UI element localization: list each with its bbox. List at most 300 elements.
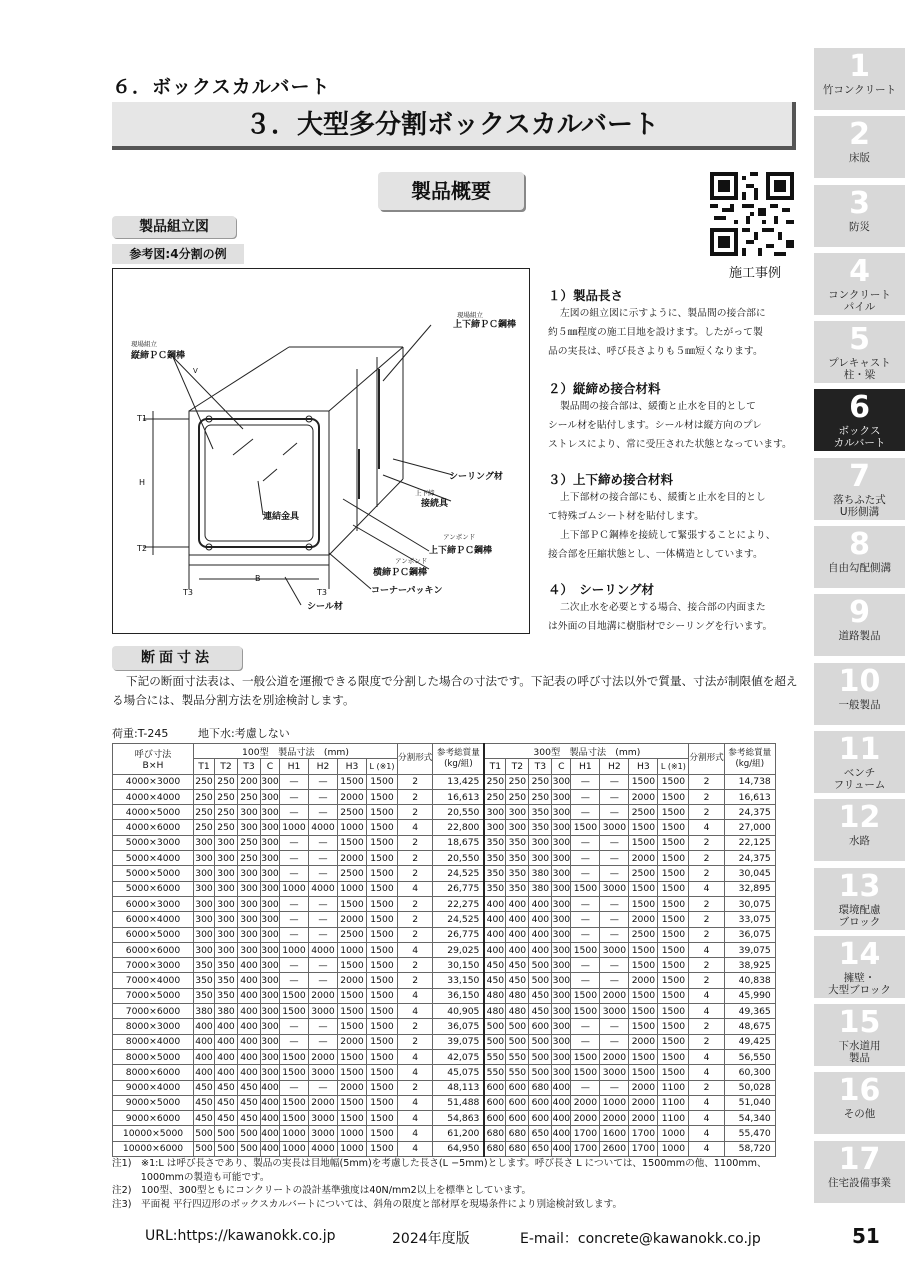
nominal-size-cell: 10000×6000 <box>113 1141 194 1156</box>
table-cell: 300 <box>552 789 571 804</box>
table-cell: 250 <box>484 789 506 804</box>
table-cell: 1100 <box>658 1095 689 1110</box>
footer-email[interactable]: E-mail：concrete@kawanokk.co.jp <box>520 1231 761 1247</box>
table-cell: 500 <box>215 1126 238 1141</box>
table-cell: 2500 <box>629 927 658 942</box>
table-cell: 300 <box>261 805 280 820</box>
table-cell: 350 <box>215 973 238 988</box>
column-header: H1 <box>280 759 309 774</box>
table-cell: 380 <box>194 1004 215 1019</box>
table-cell: 4 <box>398 1126 433 1141</box>
table-cell: 1500 <box>367 789 398 804</box>
table-cell: 500 <box>194 1141 215 1156</box>
table-cell: 1700 <box>571 1141 600 1156</box>
table-cell: 250 <box>215 820 238 835</box>
table-cell: — <box>309 1080 338 1095</box>
table-cell: 4 <box>689 1065 724 1080</box>
table-cell: — <box>309 789 338 804</box>
table-cell: — <box>571 958 600 973</box>
nominal-size-cell: 5000×6000 <box>113 881 194 896</box>
table-cell: — <box>309 973 338 988</box>
table-cell: 1000 <box>600 1095 629 1110</box>
chapter-tab-9[interactable] <box>814 594 905 656</box>
table-cell: 45,990 <box>724 988 775 1003</box>
tab-label: 下水道用 製品 <box>838 1040 881 1065</box>
table-cell: 400 <box>261 1095 280 1110</box>
table-cell: 2000 <box>600 1049 629 1064</box>
nominal-size-cell: 4000×4000 <box>113 789 194 804</box>
nominal-header: 呼び寸法 B×H <box>113 744 194 775</box>
table-cell: 550 <box>506 1065 529 1080</box>
table-cell: 2 <box>398 896 433 911</box>
tab-label: 水路 <box>849 835 870 848</box>
chapter-tab-14[interactable] <box>814 936 905 998</box>
table-cell: 300 <box>238 942 261 957</box>
table-cell: 1500 <box>280 1095 309 1110</box>
tab-number: 13 <box>838 868 881 904</box>
table-cell: 30,075 <box>724 896 775 911</box>
table-cell: 300 <box>552 896 571 911</box>
table-cell: 300 <box>194 896 215 911</box>
table-cell: 26,775 <box>433 927 485 942</box>
column-header: C <box>552 759 571 774</box>
table-cell: 2 <box>398 774 433 789</box>
table-cell: 300 <box>261 789 280 804</box>
sheet-label: シール材 <box>307 602 343 612</box>
table-cell: 680 <box>506 1126 529 1141</box>
table-cell: — <box>280 896 309 911</box>
table-cell: 300 <box>194 851 215 866</box>
table-cell: 4 <box>689 1126 724 1141</box>
table-cell: 2000 <box>309 1049 338 1064</box>
table-cell: 1000 <box>338 1141 367 1156</box>
table-cell: 400 <box>529 927 552 942</box>
table-cell: 1500 <box>658 927 689 942</box>
table-cell: — <box>571 789 600 804</box>
table-cell: 300 <box>261 958 280 973</box>
table-cell: 300 <box>238 881 261 896</box>
table-cell: 1500 <box>658 1065 689 1080</box>
table-cell: 2 <box>398 1019 433 1034</box>
chapter-tab-1[interactable] <box>814 48 905 110</box>
tab-label: 竹コンクリート <box>822 84 897 96</box>
table-cell: 300 <box>552 1049 571 1064</box>
table-cell: 1500 <box>629 1065 658 1080</box>
table-cell: 4000 <box>309 942 338 957</box>
table-row <box>113 927 776 942</box>
column-header: T3 <box>529 759 552 774</box>
column-header: T1 <box>484 759 506 774</box>
mass-header-300: 参考総質量(kg/組) <box>724 744 775 775</box>
table-cell: 1000 <box>338 820 367 835</box>
table-cell: 1100 <box>658 1111 689 1126</box>
tab-number: 8 <box>849 527 870 563</box>
table-cell: 2 <box>398 1034 433 1049</box>
table-cell: 2 <box>398 1080 433 1095</box>
table-cell: — <box>600 835 629 850</box>
table-cell: 1500 <box>367 1095 398 1110</box>
table-cell: 300 <box>529 851 552 866</box>
table-cell: 1500 <box>658 1019 689 1034</box>
column-header: T1 <box>194 759 215 774</box>
lat-rod-note: アンボンド <box>395 557 428 565</box>
table-cell: — <box>309 1019 338 1034</box>
table-cell: 300 <box>194 835 215 850</box>
table-cell: 2000 <box>629 1080 658 1095</box>
table-cell: 1500 <box>571 988 600 1003</box>
table-cell: 350 <box>529 805 552 820</box>
table-cell: 42,075 <box>433 1049 485 1064</box>
table-cell: 300 <box>552 927 571 942</box>
table-cell: 300 <box>238 927 261 942</box>
table-cell: 14,738 <box>724 774 775 789</box>
table-cell: 2 <box>398 835 433 850</box>
table-cell: 500 <box>529 1049 552 1064</box>
section-4-line-1: 二次止水を必要とする場合、接合部の内面また <box>560 602 766 613</box>
table-cell: 54,340 <box>724 1111 775 1126</box>
load-condition: 荷重:T-245 <box>112 727 169 740</box>
table-cell: 16,613 <box>433 789 485 804</box>
table-row <box>113 1019 776 1034</box>
top-rod-note: 現場組立 <box>457 311 483 319</box>
tab-number: 16 <box>838 1073 881 1109</box>
chapter-tab-10[interactable] <box>814 663 905 725</box>
table-cell: 680 <box>484 1126 506 1141</box>
table-cell: 1500 <box>658 851 689 866</box>
footer-url[interactable]: URL:https://kawanokk.co.jp <box>145 1228 336 1244</box>
table-cell: 250 <box>238 789 261 804</box>
table-cell: 1500 <box>571 942 600 957</box>
table-cell: 450 <box>506 973 529 988</box>
nominal-size-cell: 5000×5000 <box>113 866 194 881</box>
table-cell: — <box>600 774 629 789</box>
table-cell: 400 <box>238 988 261 1003</box>
table-cell: 300 <box>215 927 238 942</box>
table-cell: 550 <box>484 1049 506 1064</box>
table-cell: 300 <box>552 1034 571 1049</box>
table-cell: 1500 <box>658 789 689 804</box>
table-cell: 2 <box>689 927 724 942</box>
table-cell: 1500 <box>367 1034 398 1049</box>
tab-number: 17 <box>838 1141 881 1177</box>
table-cell: 680 <box>484 1141 506 1156</box>
table-cell: 4 <box>398 881 433 896</box>
section-1-line-2: 約５㎜程度の施工目地を設けます。したがって製 <box>548 327 763 338</box>
table-cell: 300 <box>261 1019 280 1034</box>
table-cell: 1500 <box>367 896 398 911</box>
table-cell: 4 <box>689 1111 724 1126</box>
table-cell: — <box>280 958 309 973</box>
table-cell: 300 <box>215 866 238 881</box>
table-cell: 1500 <box>658 820 689 835</box>
chapter-tab-13[interactable] <box>814 868 905 930</box>
table-cell: 2000 <box>338 1034 367 1049</box>
table-cell: 250 <box>194 805 215 820</box>
table-cell: — <box>571 1080 600 1095</box>
table-cell: 300 <box>215 835 238 850</box>
table-cell: 1500 <box>629 835 658 850</box>
table-cell: 500 <box>215 1141 238 1156</box>
tab-number: 4 <box>849 253 870 289</box>
table-cell: 400 <box>552 1111 571 1126</box>
split-header-100: 分割形式 <box>398 744 433 775</box>
table-cell: 300 <box>529 835 552 850</box>
table-cell: 3000 <box>309 1126 338 1141</box>
type300-header: 300型 製品寸法 (mm) <box>484 744 689 759</box>
section-1-heading: １）製品長さ <box>548 288 624 303</box>
table-cell: 350 <box>506 835 529 850</box>
note-2: 注2) 100型、300型ともにコンクリートの設計基準強度は40N/mm2以上を標準としています。 <box>112 1185 532 1196</box>
table-cell: — <box>309 958 338 973</box>
qr-caption: 施工事例 <box>728 266 781 281</box>
tab-label: 擁壁・ 大型ブロック <box>828 971 891 996</box>
table-cell: 22,275 <box>433 896 485 911</box>
table-cell: — <box>571 912 600 927</box>
table-cell: 250 <box>238 851 261 866</box>
table-cell: 480 <box>484 988 506 1003</box>
table-cell: 2 <box>689 958 724 973</box>
chapter-tabs <box>814 48 905 1209</box>
table-cell: 2000 <box>338 851 367 866</box>
table-cell: — <box>600 973 629 988</box>
chapter-tab-17[interactable] <box>814 1141 905 1203</box>
table-row <box>113 820 776 835</box>
table-cell: 1500 <box>571 1004 600 1019</box>
chapter-tab-11[interactable] <box>814 731 905 793</box>
tab-label: その他 <box>843 1108 876 1121</box>
table-row <box>113 1111 776 1126</box>
table-cell: 1500 <box>629 988 658 1003</box>
seal-label: シーリング材 <box>449 472 503 482</box>
table-cell: 450 <box>215 1111 238 1126</box>
column-header: H1 <box>571 759 600 774</box>
table-cell: 400 <box>529 896 552 911</box>
nominal-size-cell: 6000×5000 <box>113 927 194 942</box>
table-cell: 1700 <box>629 1141 658 1156</box>
table-cell: 250 <box>238 835 261 850</box>
notes <box>112 1157 802 1211</box>
table-cell: 650 <box>529 1141 552 1156</box>
chapter-tab-4[interactable] <box>814 253 905 315</box>
table-cell: 1500 <box>571 881 600 896</box>
table-cell: 500 <box>238 1141 261 1156</box>
nominal-size-cell: 4000×3000 <box>113 774 194 789</box>
table-cell: 1500 <box>658 973 689 988</box>
table-cell: 400 <box>261 1080 280 1095</box>
table-cell: 250 <box>484 774 506 789</box>
table-cell: 600 <box>484 1095 506 1110</box>
table-cell: 300 <box>261 774 280 789</box>
table-cell: 2 <box>689 866 724 881</box>
table-cell: 4 <box>689 881 724 896</box>
table-cell: 300 <box>238 820 261 835</box>
table-cell: 680 <box>529 1080 552 1095</box>
table-cell: 400 <box>215 1019 238 1034</box>
table-cell: 2 <box>398 927 433 942</box>
tab-label: 環境配慮 ブロック <box>838 903 881 928</box>
v-label: V <box>193 367 198 375</box>
section-1-line-3: 品の実長は、呼び長さよりも５㎜短くなります。 <box>548 346 763 357</box>
table-cell: 500 <box>529 1065 552 1080</box>
ud-rod-note: アンボンド <box>443 533 476 541</box>
table-cell: 1500 <box>338 988 367 1003</box>
note-1: 注1) ※1:L は呼び長さであり、製品の実長は目地幅(5mm)を考慮した長さ(L −5mm)とします。呼び長さ L については、1500mmの他、1100mm、 <box>112 1158 767 1169</box>
table-cell: 4 <box>398 1065 433 1080</box>
table-cell: 300 <box>215 896 238 911</box>
table-cell: 1000 <box>658 1141 689 1156</box>
section-3-heading: ３）上下締め接合材料 <box>548 472 674 487</box>
table-cell: 1000 <box>338 881 367 896</box>
t1-label: T1 <box>137 414 147 423</box>
table-cell: 480 <box>506 988 529 1003</box>
chapter-tab-12[interactable] <box>814 799 905 861</box>
section-3-line-4: 接合部を圧縮状態とし、一体構造としています。 <box>548 549 763 560</box>
table-cell: 250 <box>529 774 552 789</box>
table-cell: 2600 <box>600 1141 629 1156</box>
chapter-tab-2[interactable] <box>814 116 905 178</box>
table-row <box>113 1126 776 1141</box>
table-cell: 1500 <box>571 820 600 835</box>
table-cell: — <box>600 866 629 881</box>
table-row <box>113 835 776 850</box>
tab-label: コンクリート パイル <box>828 288 891 313</box>
chapter-tab-7[interactable] <box>814 458 905 520</box>
table-cell: 4 <box>689 942 724 957</box>
table-cell: 400 <box>194 1065 215 1080</box>
section-2-line-1: 製品間の接合部は、緩衝と止水を目的として <box>560 401 756 412</box>
table-cell: 1500 <box>280 1065 309 1080</box>
table-cell: 300 <box>215 851 238 866</box>
table-cell: 4 <box>398 1004 433 1019</box>
column-header: C <box>261 759 280 774</box>
section-2-heading: ２）縦締め接合材料 <box>548 381 661 396</box>
table-cell: 380 <box>529 881 552 896</box>
table-cell: 1500 <box>280 1004 309 1019</box>
table-cell: 36,150 <box>433 988 485 1003</box>
table-cell: 4 <box>689 820 724 835</box>
tab-number: 5 <box>849 322 870 358</box>
table-row <box>113 881 776 896</box>
table-cell: 45,075 <box>433 1065 485 1080</box>
table-cell: 1500 <box>280 988 309 1003</box>
table-cell: — <box>309 774 338 789</box>
table-cell: 1000 <box>280 1141 309 1156</box>
table-cell: 300 <box>552 942 571 957</box>
nominal-size-cell: 7000×4000 <box>113 973 194 988</box>
table-cell: 300 <box>552 820 571 835</box>
table-cell: 400 <box>238 1004 261 1019</box>
chapter-tab-15[interactable] <box>814 1004 905 1066</box>
table-cell: 1500 <box>367 1065 398 1080</box>
table-cell: 2000 <box>629 789 658 804</box>
table-cell: 400 <box>506 942 529 957</box>
table-cell: — <box>600 896 629 911</box>
tab-label: プレキャスト 柱・梁 <box>828 357 891 382</box>
table-cell: 4000 <box>309 820 338 835</box>
table-cell: 380 <box>529 866 552 881</box>
column-header: H2 <box>309 759 338 774</box>
table-cell: 250 <box>215 789 238 804</box>
table-row <box>113 1080 776 1095</box>
table-cell: — <box>309 835 338 850</box>
chapter-tab-3[interactable] <box>814 185 905 247</box>
table-cell: 300 <box>215 881 238 896</box>
table-cell: 1500 <box>367 866 398 881</box>
tab-label: 住宅設備事業 <box>828 1176 891 1189</box>
table-cell: 3000 <box>600 820 629 835</box>
table-cell: 300 <box>261 973 280 988</box>
chapter-tab-6[interactable] <box>814 389 905 451</box>
table-cell: 1500 <box>338 958 367 973</box>
nominal-size-cell: 7000×6000 <box>113 1004 194 1019</box>
qr-code-icon[interactable] <box>710 172 794 256</box>
table-cell: 3000 <box>600 1065 629 1080</box>
table-cell: 600 <box>529 1111 552 1126</box>
table-cell: 400 <box>238 1019 261 1034</box>
split-header-300: 分割形式 <box>689 744 724 775</box>
table-cell: 1500 <box>629 1019 658 1034</box>
chapter-tab-16[interactable] <box>814 1072 905 1134</box>
table-cell: 1500 <box>338 1019 367 1034</box>
table-cell: 1500 <box>629 942 658 957</box>
assembly-heading: 製品組立図 <box>112 216 236 238</box>
table-cell: 300 <box>194 912 215 927</box>
table-cell: — <box>571 973 600 988</box>
table-cell: 2 <box>689 774 724 789</box>
table-cell: 1500 <box>367 835 398 850</box>
table-cell: 20,550 <box>433 805 485 820</box>
table-cell: 350 <box>215 988 238 1003</box>
table-cell: 24,375 <box>724 805 775 820</box>
fitting-label: 接続具 <box>421 499 449 509</box>
table-cell: 550 <box>506 1049 529 1064</box>
table-cell: 3000 <box>309 1004 338 1019</box>
nominal-size-cell: 7000×5000 <box>113 988 194 1003</box>
table-cell: 13,425 <box>433 774 485 789</box>
chapter-tab-5[interactable] <box>814 321 905 383</box>
chapter-title: ６．ボックスカルバート <box>112 76 331 98</box>
table-cell: 1500 <box>367 988 398 1003</box>
table-cell: 1500 <box>367 881 398 896</box>
table-cell: 450 <box>484 973 506 988</box>
table-cell: 4 <box>398 1095 433 1110</box>
table-cell: 1500 <box>338 1049 367 1064</box>
table-cell: 350 <box>194 988 215 1003</box>
table-cell: 1500 <box>571 1049 600 1064</box>
table-cell: — <box>280 789 309 804</box>
tab-number: 2 <box>849 117 870 153</box>
table-cell: — <box>571 896 600 911</box>
t2-label: T2 <box>137 544 147 553</box>
table-cell: 2 <box>689 1019 724 1034</box>
table-cell: 2000 <box>600 988 629 1003</box>
table-cell: 1000 <box>658 1126 689 1141</box>
corner-label: コーナーパッキン <box>371 586 443 596</box>
table-cell: 1700 <box>571 1126 600 1141</box>
table-cell: 1500 <box>338 1004 367 1019</box>
table-cell: 2 <box>689 851 724 866</box>
table-cell: 2000 <box>338 1080 367 1095</box>
table-cell: 400 <box>194 1019 215 1034</box>
tab-label: 自由勾配側溝 <box>828 562 891 575</box>
table-cell: 4000 <box>309 881 338 896</box>
table-cell: — <box>600 1080 629 1095</box>
table-cell: 50,028 <box>724 1080 775 1095</box>
chapter-tab-8[interactable] <box>814 526 905 588</box>
table-cell: 1500 <box>658 774 689 789</box>
overview-heading: 製品概要 <box>378 172 524 210</box>
table-cell: 1500 <box>367 805 398 820</box>
